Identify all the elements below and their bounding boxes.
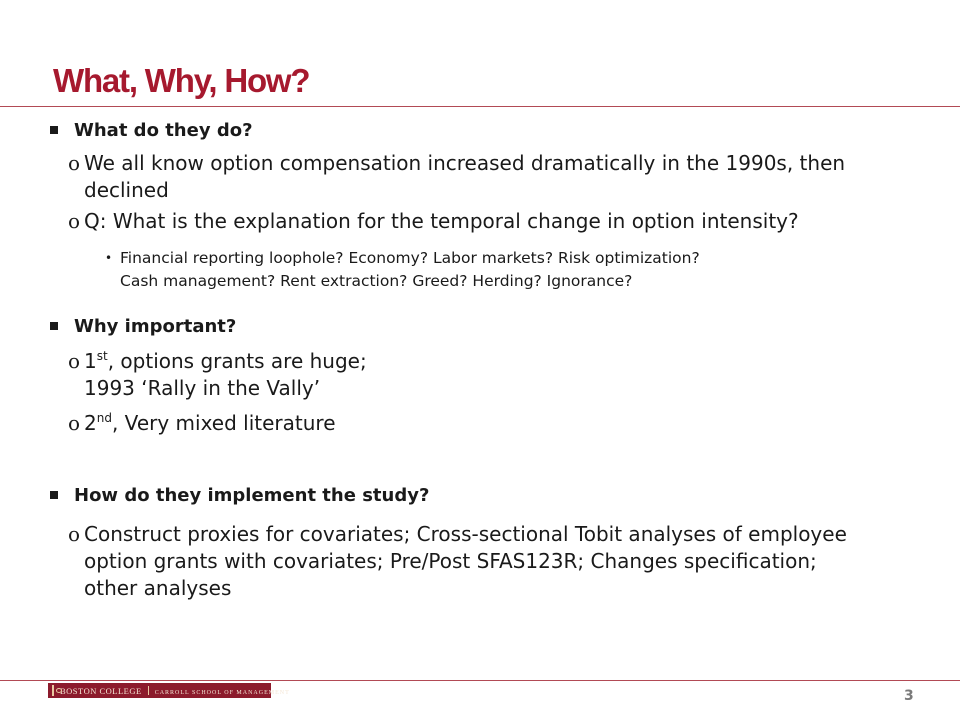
subitem-text: We all know option compensation increased dramatically in the 1990s, then <box>84 151 846 175</box>
subitem-what-1 <box>68 150 928 204</box>
subitem-why-2 <box>68 410 928 437</box>
circle-bullet-icon: o <box>68 349 81 373</box>
subitem-text: Construct proxies for covariates; Cross-sectional Tobit analyses of employee <box>84 522 847 546</box>
subitem-text: 1st, options grants are huge; <box>84 349 367 373</box>
subitem-text: option grants with covariates; Pre/Post SFAS123R; Changes specification; <box>84 549 817 573</box>
subitem-text: Q: What is the explanation for the temporal change in option intensity? <box>84 209 799 233</box>
bullet-why <box>50 316 236 337</box>
square-bullet-icon <box>50 322 58 330</box>
seal-icon <box>52 685 54 696</box>
detail-bullet <box>105 247 905 293</box>
subitem-text: 2nd, Very mixed literature <box>84 411 336 435</box>
circle-bullet-icon: o <box>68 411 81 435</box>
page-number: 3 <box>904 688 914 704</box>
subitem-text: 1993 ‘Rally in the Vally’ <box>84 376 321 400</box>
footer-divider <box>0 680 960 681</box>
boston-college-logo <box>48 683 290 698</box>
detail-text: Cash management? Rent extraction? Greed? Herding? Ignorance? <box>120 272 633 290</box>
dot-bullet-icon: • <box>105 251 113 265</box>
heading-what: What do they do? <box>74 120 253 141</box>
circle-bullet-icon: o <box>68 151 81 175</box>
subitem-why-1 <box>68 348 928 402</box>
heading-why: Why important? <box>74 316 237 337</box>
logo-name: BOSTON COLLEGE <box>60 685 142 696</box>
circle-bullet-icon: o <box>68 522 81 546</box>
subitem-how-1 <box>68 521 928 602</box>
bullet-what <box>50 120 253 141</box>
title-divider <box>0 106 960 107</box>
bullet-how <box>50 485 429 506</box>
circle-bullet-icon: o <box>68 209 81 233</box>
subitem-what-2 <box>68 208 928 235</box>
logo-school: CARROLL SCHOOL OF MANAGEMENT <box>154 689 290 696</box>
subitem-text: other analyses <box>84 576 232 600</box>
heading-how: How do they implement the study? <box>74 485 430 506</box>
square-bullet-icon <box>50 126 58 134</box>
subitem-text: declined <box>84 178 169 202</box>
slide-title: What, Why, How? <box>53 62 310 99</box>
detail-text: Financial reporting loophole? Economy? Labor markets? Risk optimization? <box>120 249 700 267</box>
square-bullet-icon <box>50 491 58 499</box>
